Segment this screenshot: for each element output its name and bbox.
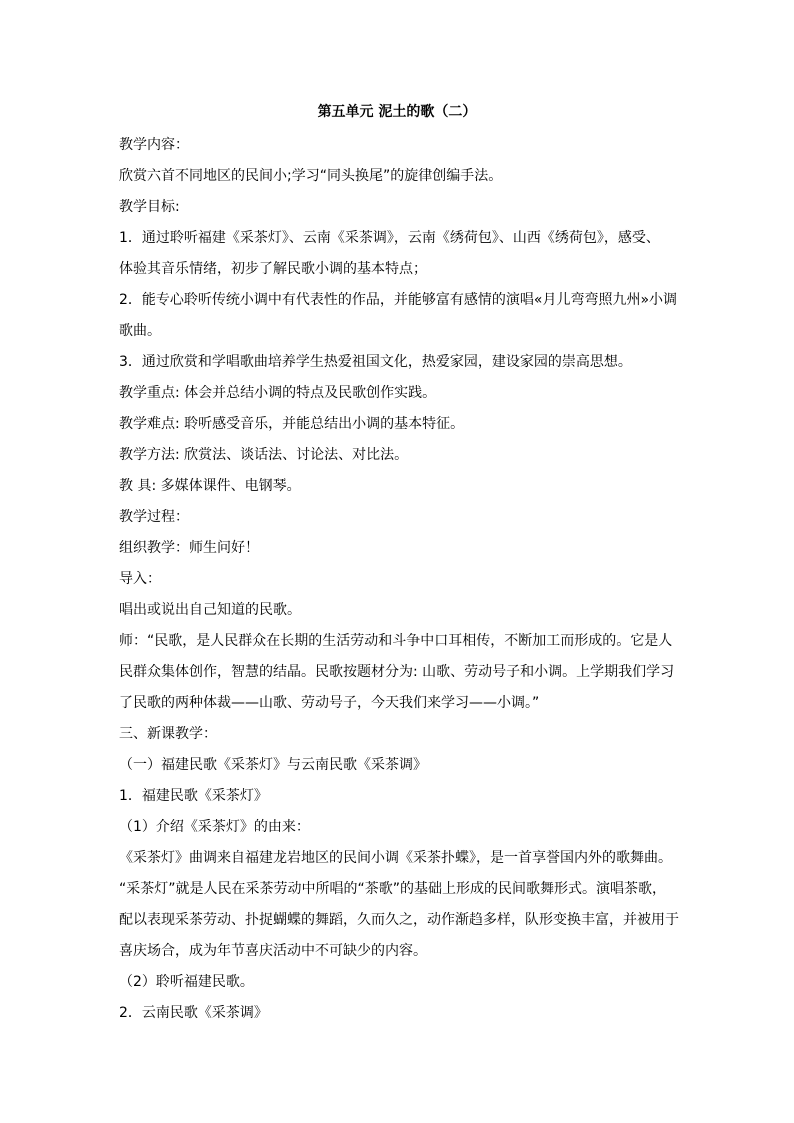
text-line: 教学过程： xyxy=(119,509,189,525)
document-title: 第五单元 泥土的歌（二） xyxy=(317,104,477,120)
text-line: 1．通过聆听福建《采茶灯》、云南《采茶调》，云南《绣荷包》、山西《绣荷包》，感受、 xyxy=(119,230,660,246)
text-line: 歌曲。 xyxy=(119,323,161,339)
text-line: （2）聆听福建民歌。 xyxy=(119,974,254,990)
text-line: 1．福建民歌《采茶灯》 xyxy=(119,788,268,804)
text-line: 组织教学：师生问好！ xyxy=(119,540,259,556)
text-line: 唱出或说出自己知道的民歌。 xyxy=(119,602,301,618)
text-line: （1）介绍《采茶灯》的由来： xyxy=(119,819,310,835)
text-line: 《采茶灯》曲调来自福建龙岩地区的民间小调《采茶扑蝶》，是一首享誉国内外的歌舞曲。 xyxy=(119,850,672,866)
text-line: 教学重点: 体会并总结小调的特点及民歌创作实践。 xyxy=(119,385,437,401)
text-line: 教学目标: xyxy=(119,199,180,215)
text-line: 三、新课教学： xyxy=(119,726,217,742)
text-line: 导入： xyxy=(119,571,161,587)
text-line: 民群众集体创作，智慧的结晶。民歌按题材分为: 山歌、劳动号子和小调。上学期我们学习 xyxy=(119,664,675,680)
text-line: （一）福建民歌《采茶灯》与云南民歌《采茶调》 xyxy=(119,757,427,773)
text-line: 配以表现采茶劳动、扑捉蝴蝶的舞蹈，久而久之，动作渐趋多样，队形变换丰富，并被用于 xyxy=(119,912,679,928)
text-line: 喜庆场合，成为年节喜庆活动中不可缺少的内容。 xyxy=(119,943,427,959)
text-line: 体验其音乐情绪，初步了解民歌小调的基本特点； xyxy=(119,261,427,277)
text-line: “采茶灯”就是人民在采茶劳动中所唱的“茶歌”的基础上形成的民间歌舞形式。演唱茶歌， xyxy=(119,881,667,897)
text-line: 2．能专心聆听传统小调中有代表性的作品，并能够富有感情的演唱«月儿弯弯照九州»小调 xyxy=(119,292,678,308)
text-line: 3．通过欣赏和学唱歌曲培养学生热爱祖国文化，热爱家园，建设家园的崇高思想。 xyxy=(119,354,632,370)
text-line: 教学内容： xyxy=(119,137,189,153)
text-line: 欣赏六首不同地区的民间小;学习“同头换尾”的旋律创编手法。 xyxy=(119,168,503,184)
text-line: 教 具: 多媒体课件、电钢琴。 xyxy=(119,478,301,494)
text-line: 了民歌的两种体裁——山歌、劳动号子，今天我们来学习——小调。” xyxy=(119,695,540,711)
text-line: 2．云南民歌《采茶调》 xyxy=(119,1005,268,1021)
text-line: 师：“民歌，是人民群众在长期的生活劳动和斗争中口耳相传，不断加工而形成的。它是人 xyxy=(119,633,673,649)
text-line: 教学方法: 欣赏法、谈话法、讨论法、对比法。 xyxy=(119,447,409,463)
text-line: 教学难点: 聆听感受音乐，并能总结出小调的基本特征。 xyxy=(119,416,465,432)
